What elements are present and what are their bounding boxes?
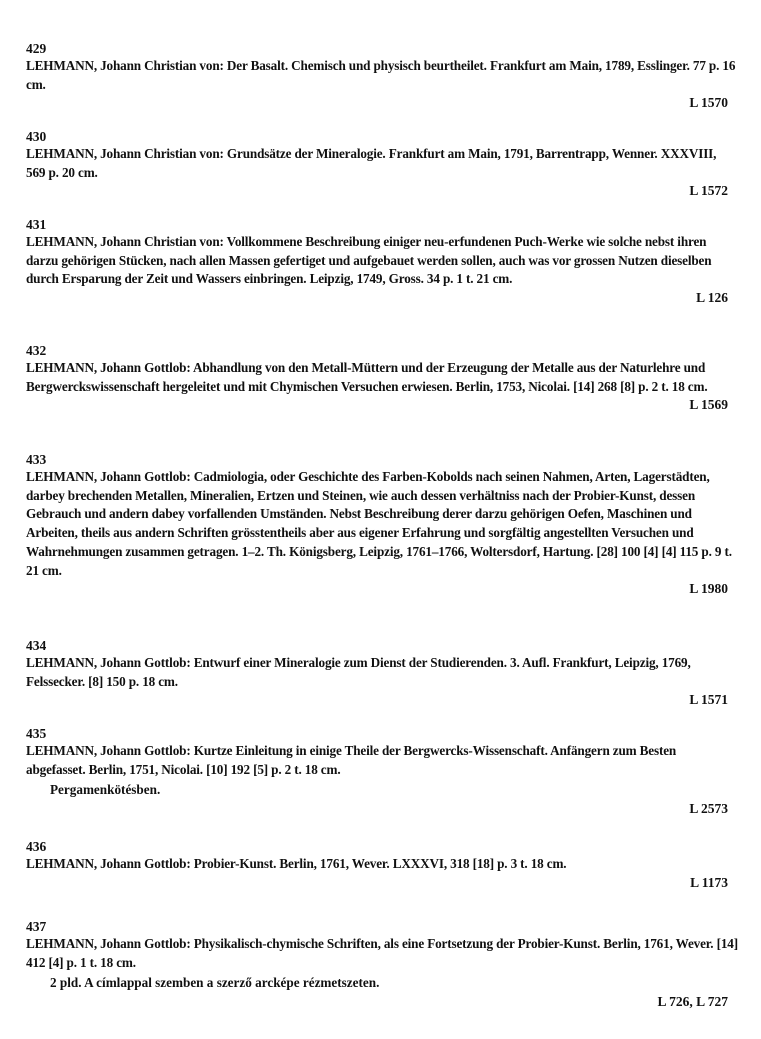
entry-shelf-code: L 726, L 727 [657, 994, 728, 1010]
entry-shelf-code: L 1173 [690, 874, 728, 890]
entry-description: LEHMANN, Johann Christian von: Grundsätze der Mineralogie. Frankfurt am Main, 1791, Barrentrapp, Wenner. XXXVIII, 569 p. 20 cm. [26, 146, 717, 180]
entry-shelf-code: L 1569 [689, 397, 728, 413]
catalog-entry-431 [26, 216, 738, 307]
entry-description: LEHMANN, Johann Gottlob: Entwurf einer Mineralogie zum Dienst der Studierenden. 3. Aufl. Frankfurt, Leipzig, 1769, Felssecker. [8] 150 p. 18 cm. [26, 655, 691, 689]
entry-number: 431 [26, 217, 47, 232]
catalog-entry-435 [26, 725, 738, 818]
entry-shelf-code: L 1571 [689, 692, 728, 708]
entry-number: 437 [26, 919, 47, 934]
entry-shelf-code: L 2573 [689, 801, 728, 817]
catalog-entry-437 [26, 918, 738, 1011]
entry-number: 429 [26, 41, 47, 56]
catalog-entry-436 [26, 838, 738, 892]
entry-shelf-code: L 126 [696, 290, 728, 306]
catalog-entry-432 [26, 342, 738, 414]
entry-shelf-code: L 1570 [689, 95, 728, 111]
entry-description: LEHMANN, Johann Gottlob: Abhandlung von den Metall-Müttern und der Erzeugung der Metalle aus der Naturlehre und Bergwerckswissenschaft hergeleitet und mit Chymischen Versuchen erwiesen. Berlin, 1753, Nicolai. [14] 268 [8] p. 2 t. 18 cm. [26, 360, 708, 394]
catalog-entry-429 [26, 40, 738, 112]
entry-description: LEHMANN, Johann Christian von: Vollkommene Beschreibung einiger neu-erfundenen Puch-Werke wie solche nebst ihren darzu gehörigen Stücken, nach allen Massen gefertiget und aufgebauet werden sollen, auch was vor grossen Nutzen dieselben durch Ersparung der Zeit und Wassers einbringen. Leipzig, 1749, Gross. 34 p. 1 t. 21 cm. [26, 234, 712, 287]
catalog-entry-433 [26, 451, 738, 598]
entry-description: LEHMANN, Johann Gottlob: Kurtze Einleitung in einige Theile der Bergwercks-Wissenschaft. Anfängern zum Besten abgefasset. Berlin, 1751, Nicolai. [10] 192 [5] p. 2 t. 18 cm. [26, 743, 677, 777]
entry-description: LEHMANN, Johann Gottlob: Probier-Kunst. Berlin, 1761, Wever. LXXXVI, 318 [18] p. 3 t. 18 cm. [26, 856, 567, 871]
entry-number: 430 [26, 129, 47, 144]
catalog-entry-434 [26, 637, 738, 709]
catalog-entry-430 [26, 128, 738, 200]
entry-description: LEHMANN, Johann Christian von: Der Basalt. Chemisch und physisch beurtheilet. Frankfurt am Main, 1789, Esslinger. 77 p. 16 cm. [26, 58, 736, 92]
entry-number: 436 [26, 839, 47, 854]
entry-shelf-code: L 1980 [689, 581, 728, 597]
entry-description: LEHMANN, Johann Gottlob: Cadmiologia, oder Geschichte des Farben-Kobolds nach seinen Nahmen, Arten, Lagerstädten, darbey brechenden Metallen, Mineralien, Ertzen und Steinen, wie auch dessen verhältniss nach der Probier-Kunst, dessen Gebrauch und andern dabey vorfallenden Umständen. Nebst Beschreibung derer darzu gehörigen Oefen, Maschinen und Arbeiten, theils aus andern Schriften grösstentheils aber aus eigener Erfahrung und sorgfältig angestellten Versuchen und Wahrnehmungen zusammen getragen. 1–2. Th. Königsberg, Leipzig, 1761–1766, Woltersdorf, Hartung. [28] 100 [4] [4] 115 p. 9 t. 21 cm. [26, 469, 732, 578]
entry-number: 432 [26, 343, 47, 358]
entry-note: 2 pld. A címlappal szemben a szerző arcképe rézmetszeten. [50, 975, 380, 991]
entry-number: 435 [26, 726, 47, 741]
entry-description: LEHMANN, Johann Gottlob: Physikalisch-chymische Schriften, als eine Fortsetzung der Probier-Kunst. Berlin, 1761, Wever. [14] 412 [4] p. 1 t. 18 cm. [26, 936, 738, 970]
entry-note: Pergamenkötésben. [50, 782, 161, 798]
entry-number: 434 [26, 638, 47, 653]
entry-shelf-code: L 1572 [689, 183, 728, 199]
entry-number: 433 [26, 452, 47, 467]
